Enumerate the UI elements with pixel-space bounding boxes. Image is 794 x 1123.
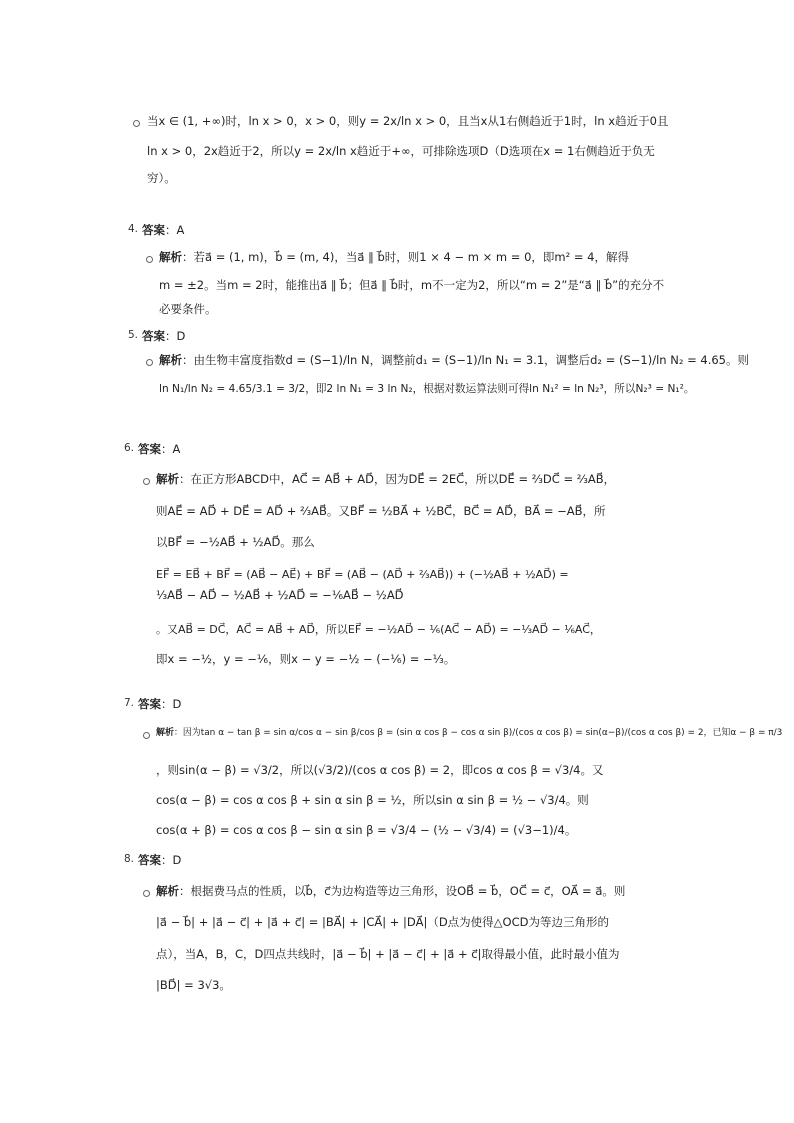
answer-value: D xyxy=(172,853,182,867)
analysis-text: ：若a⃗ = (1, m)，b⃗ = (m, 4)，当a⃗ ∥ b⃗时，则1 × 4 − m × m = 0，即m² = 4，解得 xyxy=(182,250,629,264)
item-number: 8. xyxy=(124,853,135,865)
text-line: |BD⃗| = 3√3。 xyxy=(156,978,231,992)
text-line: 当x ∈ (1, +∞)时，ln x > 0，x > 0，则y = 2x/ln x > 0，且当x从1右侧趋近于1时，ln x趋近于0且 xyxy=(147,114,669,128)
item-number: 5. xyxy=(128,329,139,341)
item-number: 6. xyxy=(124,442,135,454)
text-line: cos(α + β) = cos α cos β − sin α sin β = √3/4 − (½ − √3/4) = (√3−1)/4。 xyxy=(156,823,577,837)
analysis-label: 解析 xyxy=(156,728,174,738)
analysis-text: ：由生物丰富度指数d = (S−1)/ln N，调整前d₁ = (S−1)/ln N₁ = 3.1，调整后d₂ = (S−1)/ln N₂ = 4.65。则 xyxy=(182,353,749,367)
text-line: 穷）。 xyxy=(147,171,176,185)
item-number: 4. xyxy=(128,223,139,235)
text-line: 以BF⃗ = −½AB⃗ + ½AD⃗。那么 xyxy=(156,535,315,549)
answer-label: 答案 xyxy=(138,442,161,456)
answer-row: 答案：A xyxy=(138,442,181,456)
bullet-icon xyxy=(146,359,153,366)
text-line: 点），当A，B，C，D四点共线时，|a⃗ − b⃗| + |a⃗ − c⃗| + |a⃗ + c⃗|取得最小值，此时最小值为 xyxy=(156,947,620,961)
answer-row: 答案：D xyxy=(142,329,186,343)
answer-label: 答案 xyxy=(142,329,165,343)
text-line xyxy=(159,352,749,368)
text-line: m = ±2。当m = 2时，能推出a⃗ ∥ b⃗；但a⃗ ∥ b⃗时，m不一定为2，所以“m = 2”是“a⃗ ∥ b⃗”的充分不 xyxy=(159,278,665,292)
answer-value: A xyxy=(176,223,185,237)
answer-row: 答案：D xyxy=(138,697,182,711)
answer-value: D xyxy=(172,697,182,711)
analysis-text: ：在正方形ABCD中，AC⃗ = AB⃗ + AD⃗，因为DE⃗ = 2EC⃗，所以DE⃗ = ⅔DC⃗ = ⅔AB⃗， xyxy=(179,472,616,486)
answer-value: D xyxy=(176,329,186,343)
text-line xyxy=(156,471,615,487)
text-line: EF⃗ = EB⃗ + BF⃗ = (AB⃗ − AE⃗) + BF⃗ = (AB⃗ − (AD⃗ + ⅔AB⃗)) + (−½AB⃗ + ½AD⃗) = xyxy=(156,568,569,581)
item-number: 7. xyxy=(124,697,135,709)
answer-row: 答案：A xyxy=(142,223,185,237)
answer-value: A xyxy=(172,442,181,456)
answer-label: 答案 xyxy=(138,697,161,711)
text-line: 。又AB⃗ = DC⃗，AC⃗ = AB⃗ + AD⃗，所以EF⃗ = −½AD⃗ − ⅙(AC⃗ − AD⃗) = −⅓AD⃗ − ⅙AC⃗， xyxy=(156,623,601,636)
analysis-label: 解析 xyxy=(159,353,182,367)
text-line: 必要条件。 xyxy=(159,302,217,316)
text-line xyxy=(159,249,629,265)
answer-label: 答案 xyxy=(138,853,161,867)
text-line: 则AE⃗ = AD⃗ + DE⃗ = AD⃗ + ⅔AB⃗。又BF⃗ = ½BA⃗ + ½BC⃗，BC⃗ = AD⃗，BA⃗ = −AB⃗，所 xyxy=(156,504,606,518)
text-line xyxy=(156,883,625,899)
text-line: ln N₁/ln N₂ = 4.65/3.1 = 3/2，即2 ln N₁ = 3 ln N₂，根据对数运算法则可得ln N₁² = ln N₂³，所以N₂³ = N₁²。 xyxy=(159,383,695,395)
text-line: ln x > 0，2x趋近于2，所以y = 2x/ln x趋近于+∞，可排除选项D（D选项在x = 1右侧趋近于负无 xyxy=(147,144,655,158)
analysis-text: ：因为tan α − tan β = sin α/cos α − sin β/cos β = (sin α cos β − cos α sin β)/(cos α cos β) = sin(α−β)/(cos α cos β) = 2，已知α − β = π/3 xyxy=(173,728,783,738)
bullet-icon xyxy=(143,478,150,485)
answer-label: 答案 xyxy=(142,223,165,237)
bullet-icon xyxy=(143,890,150,897)
analysis-label: 解析 xyxy=(159,250,182,264)
text-line: ，则sin(α − β) = √3/2，所以(√3/2)/(cos α cos β) = 2，即cos α cos β = √3/4。又 xyxy=(156,763,604,777)
analysis-label: 解析 xyxy=(156,884,179,898)
bullet-icon xyxy=(143,732,150,739)
analysis-label: 解析 xyxy=(156,472,179,486)
bullet-icon xyxy=(146,256,153,263)
answer-row: 答案：D xyxy=(138,853,182,867)
text-line: |a⃗ − b⃗| + |a⃗ − c⃗| + |a⃗ + c⃗| = |BA⃗| + |CA⃗| + |DA⃗|（D点为使得△OCD为等边三角形的 xyxy=(156,915,609,929)
text-line: cos(α − β) = cos α cos β + sin α sin β = ½，所以sin α sin β = ½ − √3/4。则 xyxy=(156,793,589,807)
bullet-icon xyxy=(133,120,140,127)
text-line: ⅓AB⃗ − AD⃗ − ½AB⃗ + ½AD⃗ = −⅙AB⃗ − ½AD⃗ xyxy=(156,588,404,602)
text-line xyxy=(156,725,782,741)
analysis-text: ：根据费马点的性质，以b⃗，c⃗为边构造等边三角形，设OB⃗ = b⃗，OC⃗ = c⃗，OA⃗ = a⃗。则 xyxy=(179,884,626,898)
text-line: 即x = −½，y = −⅙，则x − y = −½ − (−⅙) = −⅓。 xyxy=(156,652,456,666)
